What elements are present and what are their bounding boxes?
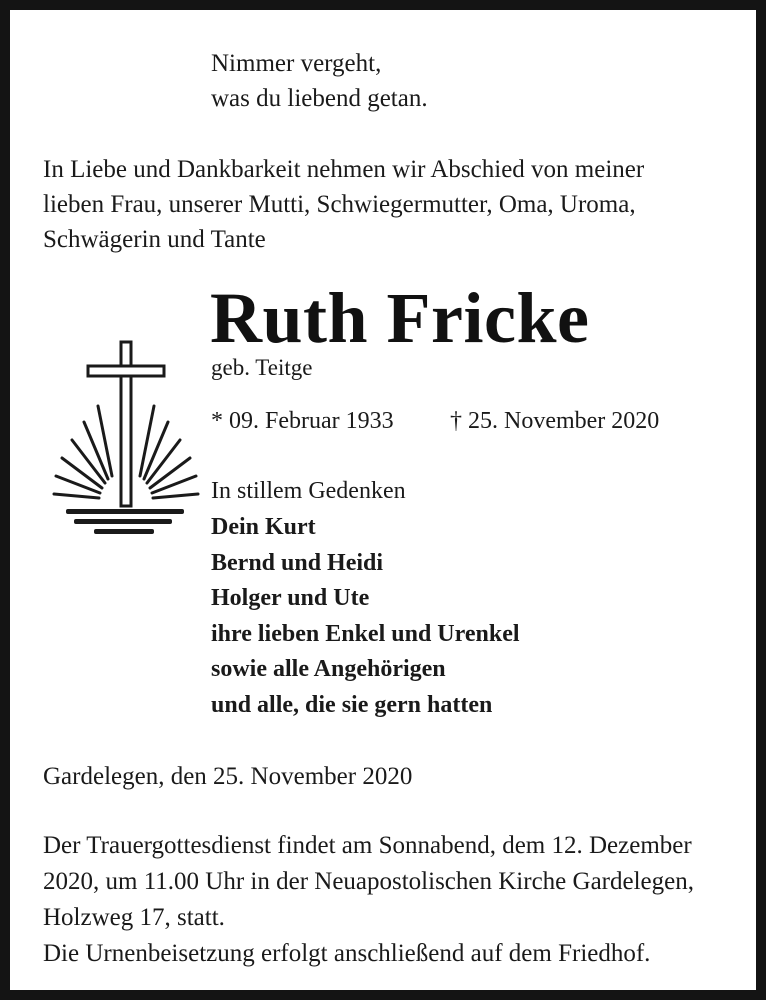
service-line-3: Holzweg 17, statt. [43,904,225,931]
mourner-item: Bernd und Heidi [211,549,384,576]
mourner-item: Holger und Ute [211,585,370,611]
place-and-date: Gardelegen, den 25. November 2020 [43,763,413,790]
cross [88,342,164,506]
maiden-name: geb. Teitge [211,355,313,380]
intro-line-1: In Liebe und Dankbarkeit nehmen wir Abschied von meiner [43,156,645,183]
mourners-list [211,510,520,723]
intro-line-2: lieben Frau, unserer Mutti, Schwiegermutter, Oma, Uroma, [43,191,636,218]
death-date: † 25. November 2020 [450,408,660,434]
intro-text [43,152,753,257]
service-line-1: Der Trauergottesdienst findet am Sonnabend, dem 12. Dezember [43,832,692,859]
cross-sunrise-water-icon [50,338,202,543]
mourner-item: sowie alle Angehörigen [211,656,446,682]
mourner-item: ihre lieben Enkel und Urenkel [211,620,520,647]
motto-line-1: Nimmer vergeht, [211,50,382,77]
water-lines [66,509,184,534]
memorial-heading: In stillem Gedenken [211,478,406,504]
mourner-item: Dein Kurt [211,514,316,540]
intro-line-3: Schwägerin und Tante [43,226,266,253]
service-line-4: Die Urnenbeisetzung erfolgt anschließend auf dem Friedhof. [43,940,651,967]
motto-line-2: was du liebend getan. [211,85,428,112]
mourner-item: und alle, die sie gern hatten [211,691,493,718]
deceased-name: Ruth Fricke [210,278,590,358]
service-line-2: 2020, um 11.00 Uhr in der Neuapostolischen Kirche Gardelegen, [43,868,694,895]
birth-date: * 09. Februar 1933 [211,408,394,434]
service-info [43,828,763,972]
motto [211,46,428,116]
